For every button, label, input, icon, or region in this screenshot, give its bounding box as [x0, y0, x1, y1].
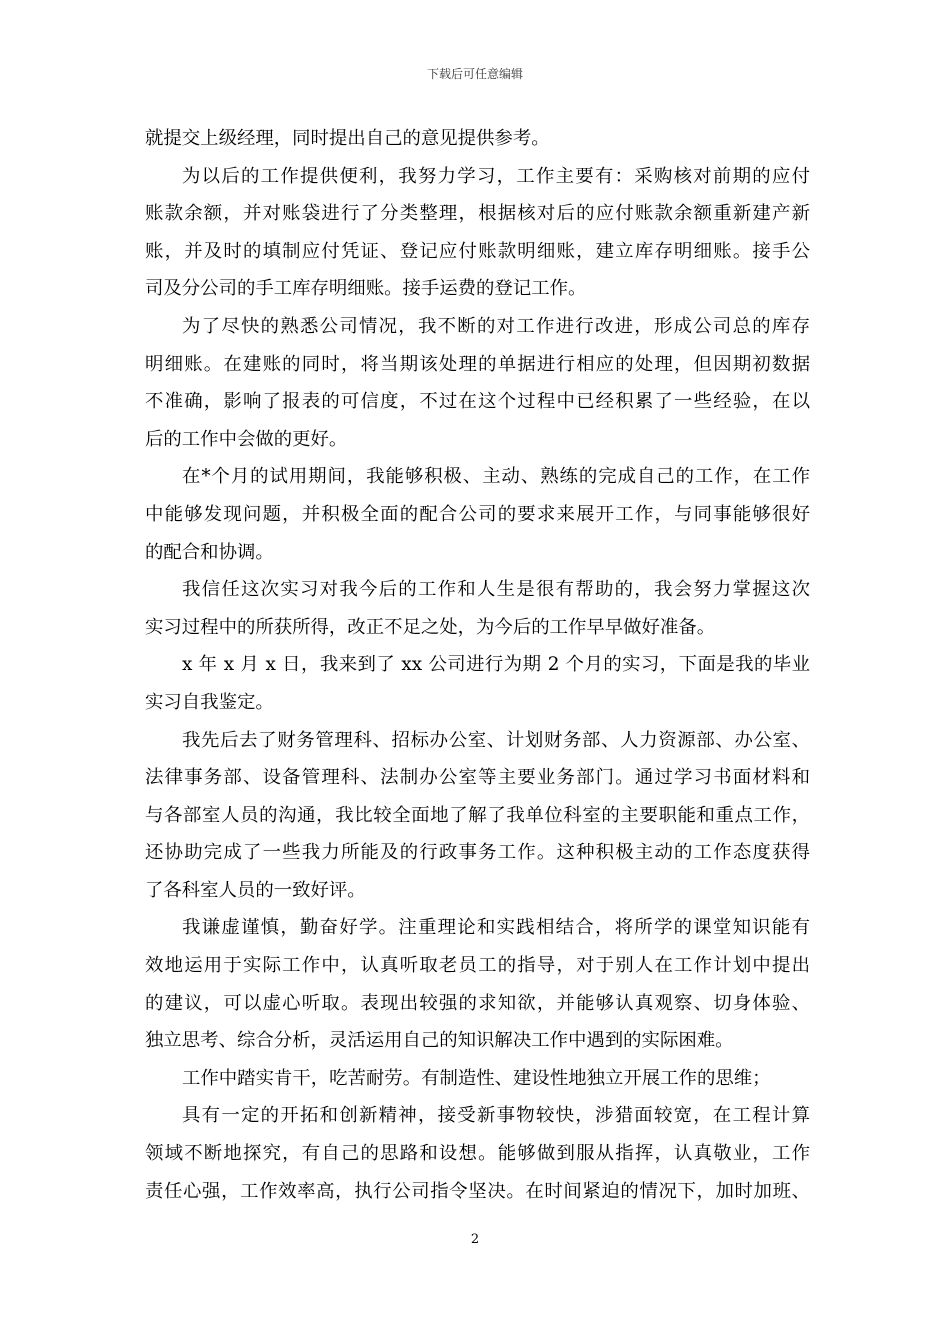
text-line: 领域不断地探究，有自己的思路和设想。能够做到服从指挥，认真敬业，工作 — [145, 1143, 810, 1165]
text-line: 法律事务部、设备管理科、法制办公室等主要业务部门。通过学习书面材料和 — [145, 767, 810, 789]
text-line: 我谦虚谨慎，勤奋好学。注重理论和实践相结合，将所学的课堂知识能有 — [182, 917, 810, 939]
text-line: 还协助完成了一些我力所能及的行政事务工作。这种积极主动的工作态度获得 — [145, 842, 810, 864]
text-line: x 年 x 月 x 日，我来到了 xx 公司进行为期 2 个月的实习，下面是我的毕业 — [182, 654, 810, 676]
text-line: 的配合和协调。 — [145, 541, 274, 563]
text-line: 后的工作中会做的更好。 — [145, 428, 348, 450]
text-line: 不准确，影响了报表的可信度，不过在这个过程中已经积累了一些经验，在以 — [145, 391, 810, 413]
text-line: 的建议，可以虚心听取。表现出较强的求知欲，并能够认真观察、切身体验、 — [145, 992, 810, 1014]
page-header: 下载后可任意编辑 — [426, 67, 523, 81]
text-line: 独立思考、综合分析，灵活运用自己的知识解决工作中遇到的实际困难。 — [145, 1030, 734, 1052]
text-line: 就提交上级经理，同时提出自己的意见提供参考。 — [145, 128, 550, 149]
text-line: 中能够发现问题，并积极全面的配合公司的要求来展开工作，与同事能够很好 — [145, 503, 810, 525]
page-number: 2 — [470, 1232, 480, 1247]
text-line: 工作中踏实肯干，吃苦耐劳。有制造性、建设性地独立开展工作的思维； — [182, 1067, 771, 1089]
text-line: 账款余额，并对账袋进行了分类整理，根据核对后的应付账款余额重新建产新 — [145, 203, 810, 225]
text-line: 账，并及时的填制应付凭证、登记应付账款明细账，建立库存明细账。接手公 — [145, 240, 810, 262]
text-line: 司及分公司的手工库存明细账。接手运费的登记工作。 — [145, 278, 587, 300]
text-line: 为以后的工作提供便利，我努力学习，工作主要有：采购核对前期的应付 — [182, 165, 810, 187]
text-line: 我先后去了财务管理科、招标办公室、计划财务部、人力资源部、办公室、 — [182, 729, 810, 751]
text-line: 具有一定的开拓和创新精神，接受新事物较快，涉猎面较宽，在工程计算 — [182, 1105, 810, 1127]
text-line: 明细账。在建账的同时，将当期该处理的单据进行相应的处理，但因期初数据 — [145, 353, 810, 375]
document-body — [145, 120, 810, 1210]
text-line: 为了尽快的熟悉公司情况，我不断的对工作进行改进，形成公司总的库存 — [182, 315, 810, 337]
text-line: 在*个月的试用期间，我能够积极、主动、熟练的完成自己的工作，在工作 — [182, 466, 810, 488]
text-line: 实习过程中的所获所得，改正不足之处，为今后的工作早早做好准备。 — [145, 616, 716, 638]
text-line: 实习自我鉴定。 — [145, 691, 274, 713]
text-line: 与各部室人员的沟通，我比较全面地了解了我单位科室的主要职能和重点工作， — [145, 804, 810, 826]
text-line: 责任心强，工作效率高，执行公司指令坚决。在时间紧迫的情况下，加时加班、 — [145, 1180, 810, 1202]
text-line: 了各科室人员的一致好评。 — [145, 879, 366, 901]
text-line: 我信任这次实习对我今后的工作和人生是很有帮助的，我会努力掌握这次 — [182, 579, 810, 601]
text-line: 效地运用于实际工作中，认真听取老员工的指导，对于别人在工作计划中提出 — [145, 955, 810, 977]
